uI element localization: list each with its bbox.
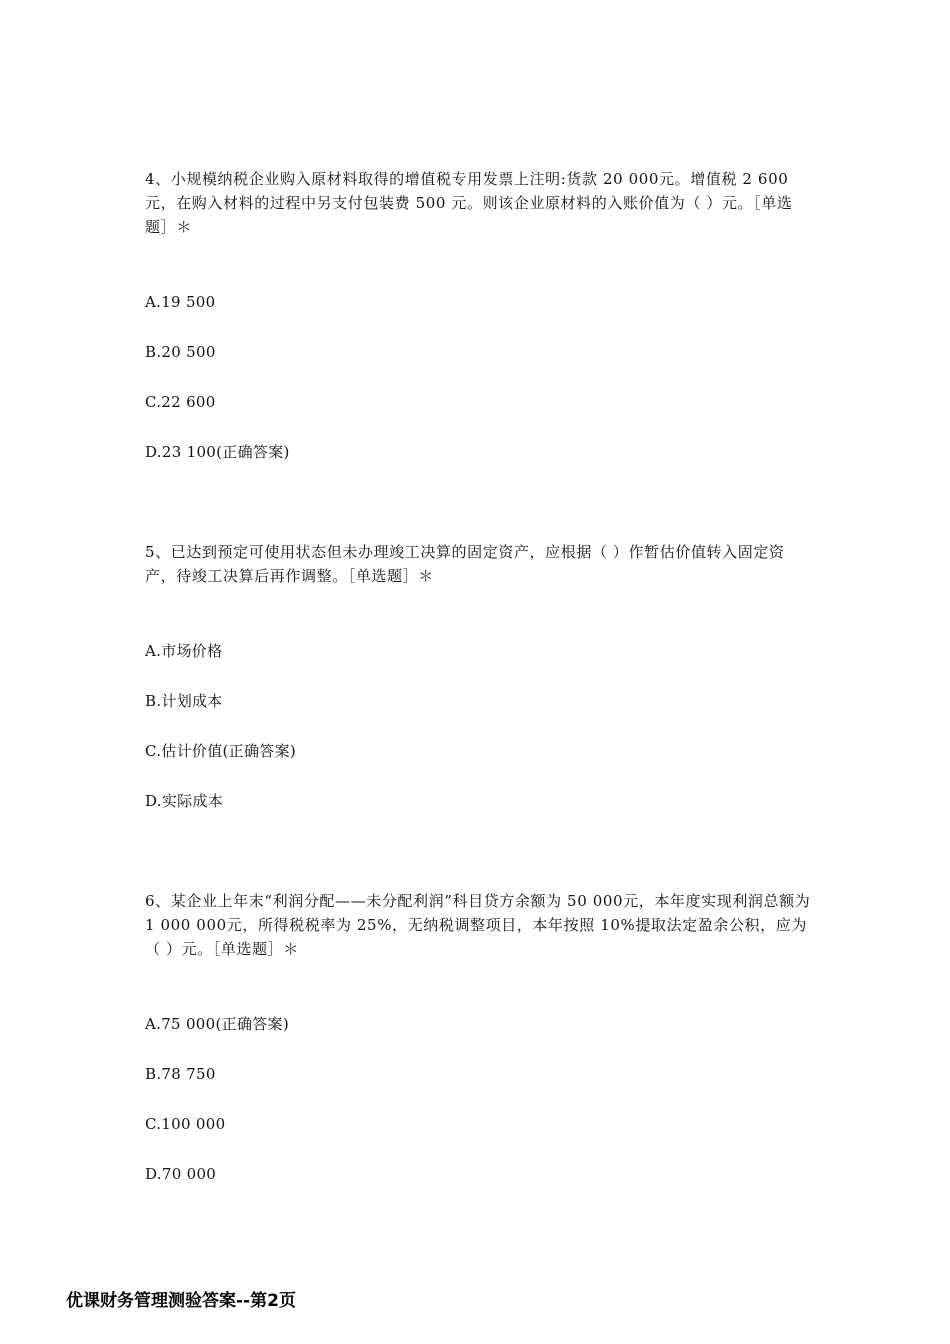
question-6-option-b: B.78 750 <box>145 1065 216 1083</box>
question-5-option-d: D.实际成本 <box>145 792 224 810</box>
question-4-option-b: B.20 500 <box>145 343 216 361</box>
question-4-text: 4、小规模纳税企业购入原材料取得的增值税专用发票上注明:货款 20 000元。增值税 2 600元，在购入材料的过程中另支付包装费 500 元。则该企业原材料的入账价值为（ ）元。［单选题］＊ <box>145 170 793 236</box>
question-6-text: 6、某企业上年末“利润分配——未分配利润”科目贷方余额为 50 000元，本年度实现利润总额为 1 000 000元，所得税税率为 25%，无纳税调整项目，本年按照 10%提取法定盈余公积，应为（ ）元。［单选题］＊ <box>145 892 811 958</box>
question-4-option-d: D.23 100(正确答案) <box>145 443 290 461</box>
page-footer: 优课财务管理测验答案--第2页 <box>66 1291 296 1311</box>
question-5-option-c: C.估计价值(正确答案) <box>145 742 297 760</box>
question-6-option-c: C.100 000 <box>145 1115 226 1133</box>
question-5-option-b: B.计划成本 <box>145 692 223 710</box>
question-6-option-d: D.70 000 <box>145 1165 217 1183</box>
question-4-option-c: C.22 600 <box>145 393 216 411</box>
question-6-option-a: A.75 000(正确答案) <box>145 1015 289 1033</box>
question-5-text: 5、已达到预定可使用状态但未办理竣工决算的固定资产，应根据（ ）作暂估价值转入固定资产，待竣工决算后再作调整。［单选题］＊ <box>145 543 785 585</box>
question-4-option-a: A.19 500 <box>145 293 216 311</box>
question-5-option-a: A.市场价格 <box>145 642 223 660</box>
